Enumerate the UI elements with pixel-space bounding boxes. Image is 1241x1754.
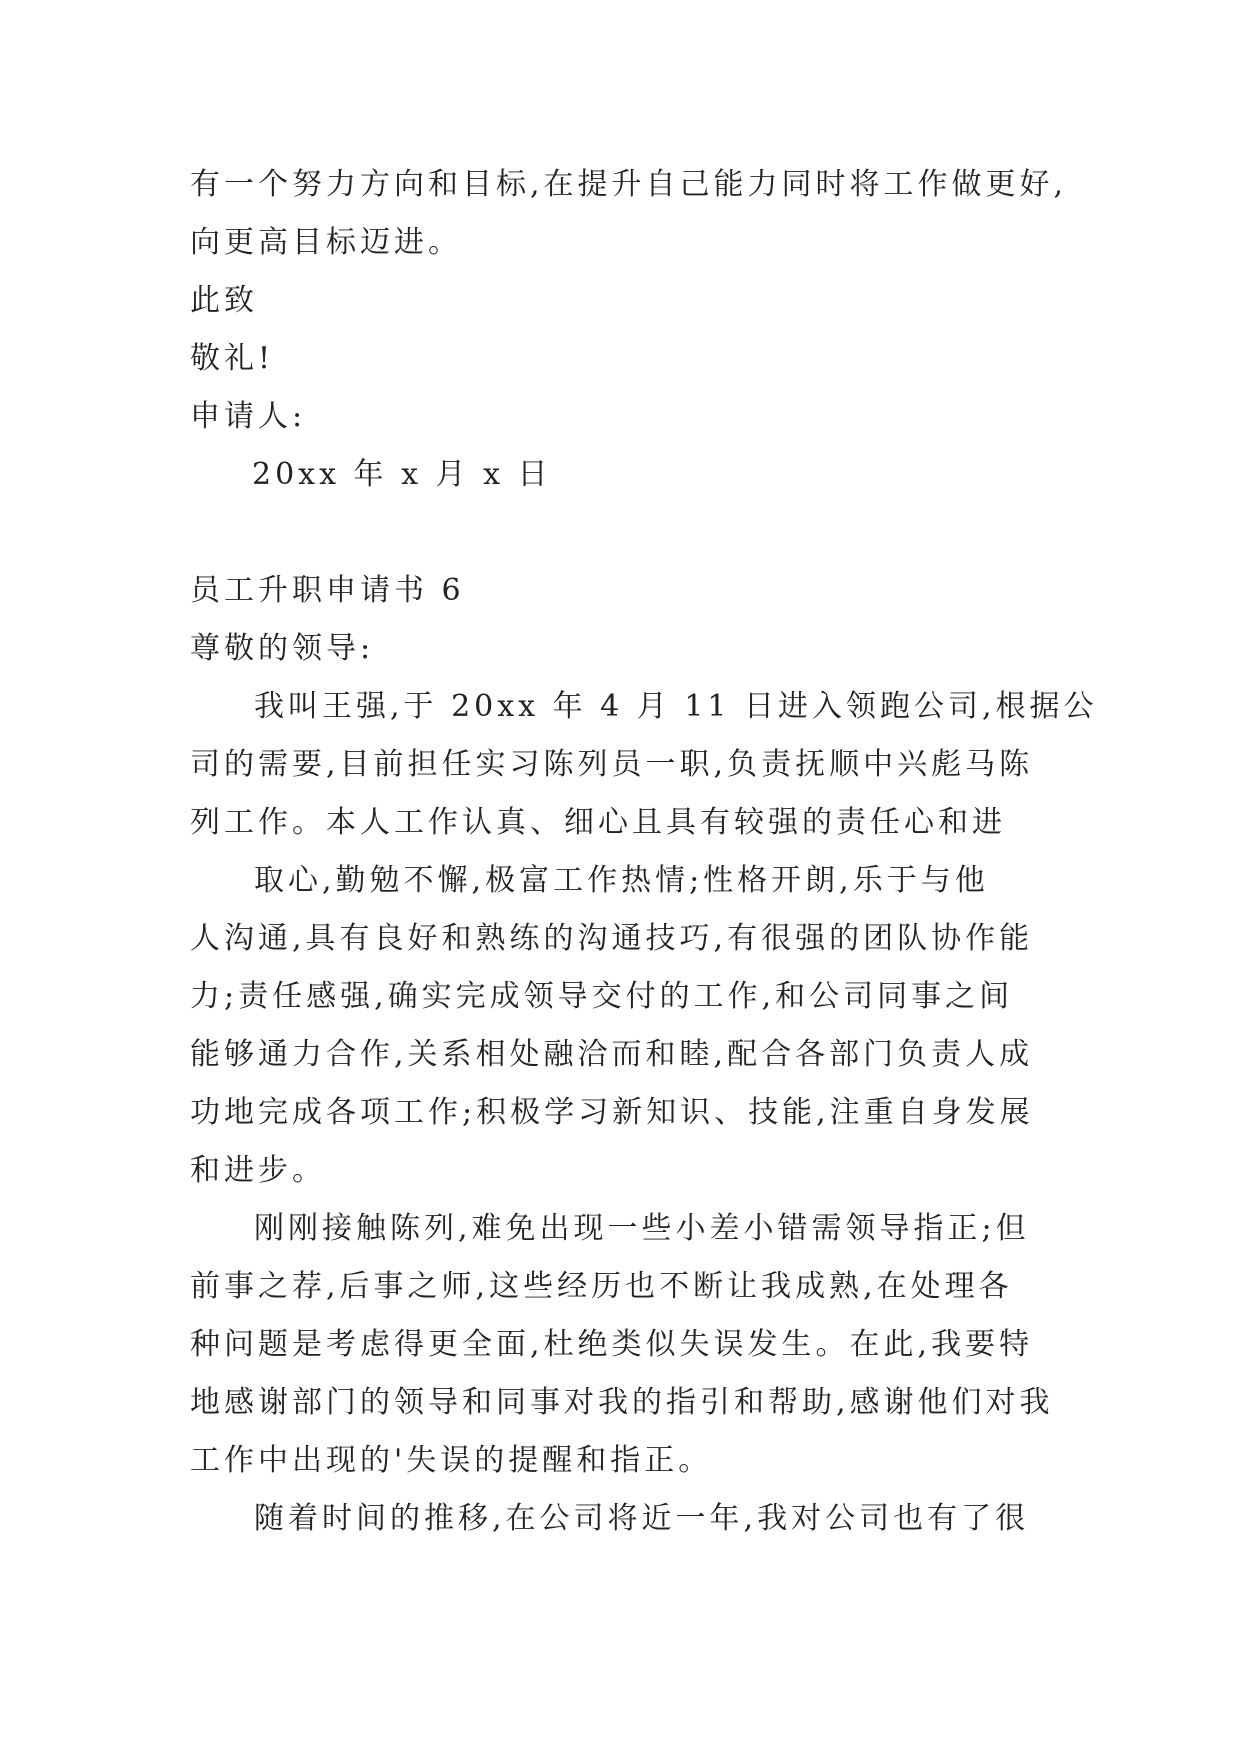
paragraph-line: 能够通力合作,关系相处融洽而和睦,配合各部门负责人成 (190, 1037, 1034, 1072)
applicant-label: 申请人: (190, 399, 307, 434)
paragraph-line: 随着时间的推移,在公司将近一年,我对公司也有了很 (254, 1501, 1030, 1536)
paragraph-line: 工作中出现的'失误的提醒和指正。 (190, 1443, 713, 1478)
section-title: 员工升职申请书 6 (190, 573, 465, 608)
salutation-jing-li: 敬礼! (190, 341, 275, 376)
closing-line-2: 向更高目标迈进。 (190, 225, 462, 260)
paragraph-line: 功地完成各项工作;积极学习新知识、技能,注重自身发展 (190, 1095, 1034, 1130)
paragraph-line: 我叫王强,于 20xx 年 4 月 11 日进入领跑公司,根据公 (254, 689, 1098, 724)
salutation-ci-zhi: 此致 (190, 283, 258, 318)
greeting: 尊敬的领导: (190, 631, 375, 666)
paragraph-line: 列工作。本人工作认真、细心且具有较强的责任心和进 (190, 805, 1006, 840)
paragraph-line: 地感谢部门的领导和同事对我的指引和帮助,感谢他们对我 (190, 1385, 1054, 1420)
paragraph-line: 和进步。 (190, 1153, 326, 1188)
paragraph-line: 前事之荐,后事之师,这些经历也不断让我成熟,在处理各 (190, 1269, 1013, 1304)
paragraph-line: 司的需要,目前担任实习陈列员一职,负责抚顺中兴彪马陈 (190, 747, 1034, 782)
paragraph-line: 种问题是考虑得更全面,杜绝类似失误发生。在此,我要特 (190, 1327, 1034, 1362)
application-date: 20xx 年 x 月 x 日 (252, 457, 552, 492)
paragraph-line: 力;责任感强,确实完成领导交付的工作,和公司同事之间 (190, 979, 1014, 1014)
paragraph-line: 刚刚接触陈列,难免出现一些小差小错需领导指正;但 (254, 1211, 1030, 1246)
paragraph-line: 人沟通,具有良好和熟练的沟通技巧,有很强的团队协作能 (190, 921, 1034, 956)
paragraph-line: 取心,勤勉不懈,极富工作热情;性格开朗,乐于与他 (254, 863, 989, 898)
closing-line-1: 有一个努力方向和目标,在提升自己能力同时将工作做更好, (190, 167, 1068, 202)
